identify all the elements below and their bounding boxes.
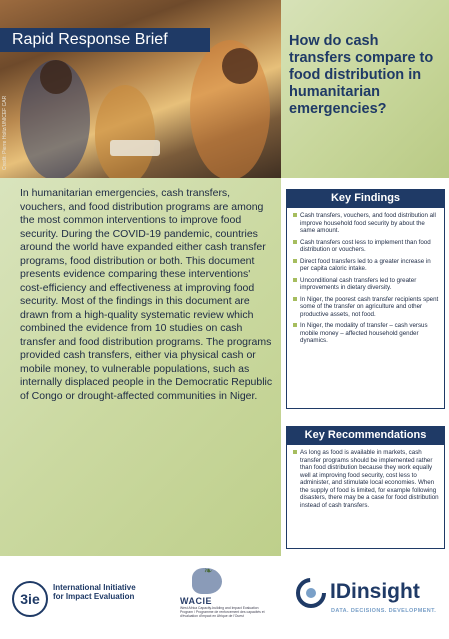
key-findings-list	[287, 208, 444, 351]
list-item	[293, 296, 439, 319]
finding-text: Cash transfers cost less to implement than food distribution or vouchers.	[300, 238, 431, 253]
list-item	[293, 277, 439, 292]
intro-panel	[0, 178, 281, 556]
wacie-logo-text: WACIE	[180, 596, 213, 606]
sidebar	[281, 178, 449, 556]
key-recommendations-heading: Key Recommendations	[286, 426, 445, 445]
finding-text: Direct food transfers led to a greater increase in per capita caloric intake.	[300, 257, 431, 272]
recommendation-text: As long as food is available in markets, cash transfer programs should be implemented rather than food distribution because they work equally well at improving food security, cost less to administer, and stimulate local economies. When the supply of food is limited, for example following disasters, there may be a case for food distribution instead of cash transfers.	[300, 449, 439, 509]
3ie-logo-text: International Initiative for Impact Evaluation	[53, 583, 136, 601]
idinsight-tagline: DATA. DECISIONS. DEVELOPMENT.	[331, 608, 437, 614]
list-item	[293, 212, 439, 235]
page-title: How do cash transfers compare to food distribution in humanitarian emergencies?	[289, 33, 434, 117]
3ie-logo-icon: 3ie	[12, 581, 48, 617]
finding-text: In Niger, the poorest cash transfer recipients spent some of the transfer on agriculture and other productive assets, not food.	[300, 295, 439, 318]
bullet-square-icon	[293, 240, 297, 244]
key-findings-heading: Key Findings	[286, 189, 445, 208]
photo-head-right	[222, 48, 258, 84]
finding-text: Unconditional cash transfers led to greater improvements in dietary diversity.	[300, 276, 417, 291]
key-recommendations-box	[286, 445, 445, 549]
idinsight-mark-icon	[296, 578, 326, 608]
bullet-square-icon	[293, 297, 297, 301]
intro-text: In humanitarian emergencies, cash transfers, vouchers, and food distribution programs are among the most common interventions to improve food security. During the COVID-19 pandemic, countries around the world have expanded either cash transfer programs, food distribution or both. This document presents evidence comparing these interventions' cost-efficiency and effectiveness at improving food security. Most of the findings in this document are drawn from a high-quality systematic review which combined the evidence from 10 studies on cash transfer and food distribution programs. The programs provided cash transfers, either via physical cash or mobile money, to vulnerable populations, such as internally displaced people in the Democratic Republic of Congo or drought-affected communities in Niger.	[20, 187, 273, 402]
bird-icon: ❧	[204, 566, 213, 577]
footer-logos	[0, 556, 449, 639]
photo-figure-center	[95, 85, 155, 178]
title-panel	[281, 0, 449, 178]
wacie-subtitle: West Africa Capacity-building and Impact Evaluation Program / Programme de renforcement des capacités et d'évaluation d'impact en Afrique de l'Ouest	[180, 606, 265, 618]
idinsight-logo-text: IDinsight	[330, 580, 420, 603]
key-findings-box	[286, 208, 445, 409]
photo-hands	[110, 140, 160, 156]
list-item	[293, 449, 439, 509]
bullet-square-icon	[293, 278, 297, 282]
key-recommendations-list	[287, 445, 444, 515]
series-label-band: Rapid Response Brief	[0, 28, 210, 52]
bullet-square-icon	[293, 323, 297, 327]
photo-head-left	[40, 60, 72, 94]
list-item	[293, 239, 439, 254]
bullet-square-icon	[293, 213, 297, 217]
finding-text: Cash transfers, vouchers, and food distribution all improve household food security by about the same amount.	[300, 212, 436, 234]
bullet-square-icon	[293, 259, 297, 263]
list-item	[293, 322, 439, 345]
finding-text: In Niger, the modality of transfer – cash versus mobile money – affected household gender dynamics.	[300, 322, 428, 344]
photo-credit: Credit: Pierre Holtz/UNICEF CAR	[2, 95, 8, 170]
list-item	[293, 258, 439, 273]
bullet-square-icon	[293, 450, 297, 454]
cover-photo	[0, 0, 281, 178]
